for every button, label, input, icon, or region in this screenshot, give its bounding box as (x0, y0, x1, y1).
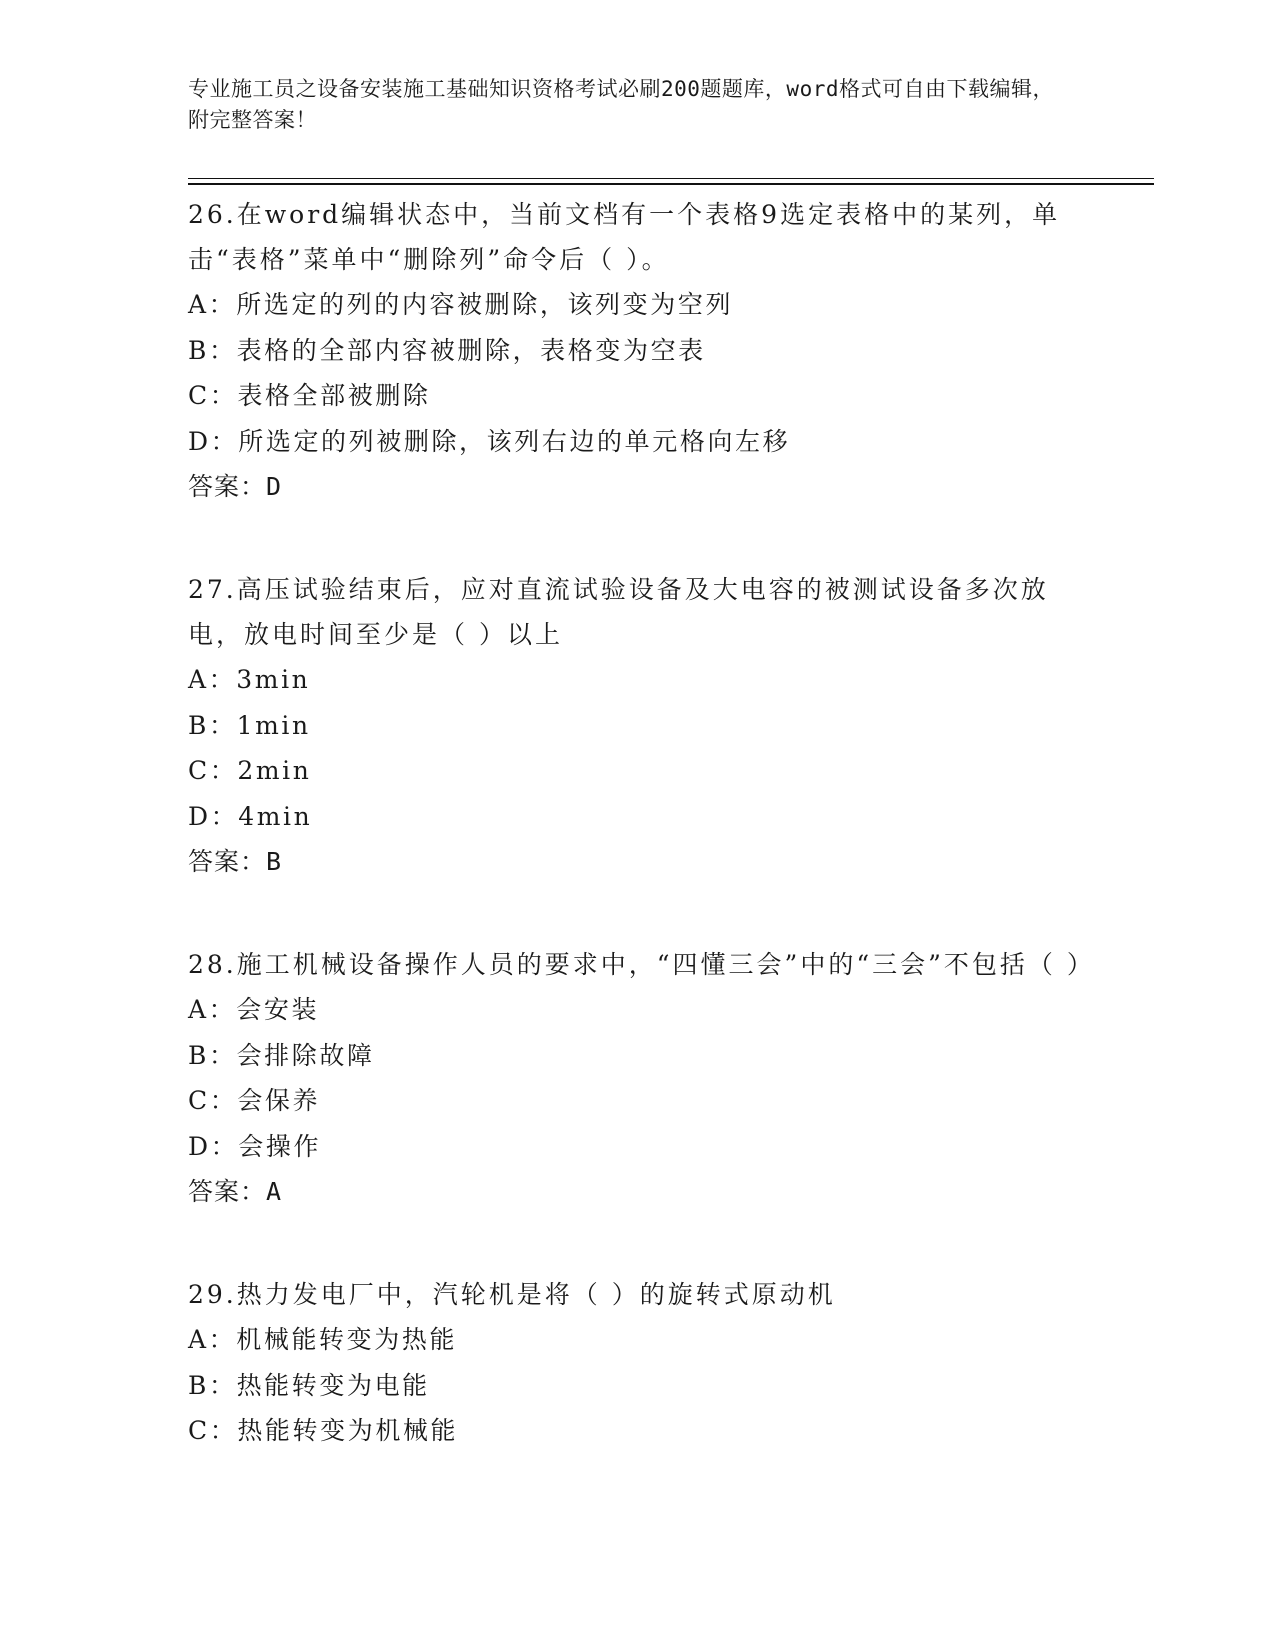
document-header: 专业施工员之设备安装施工基础知识资格考试必刷200题题库，word格式可自由下载编辑，附完整答案！ (188, 77, 1054, 132)
option-c: C：热能转变为机械能 (188, 1416, 459, 1445)
question-stem: 26.在word编辑状态中，当前文档有一个表格9选定表格中的某列，单击“表格”菜单中“删除列”命令后（ ）。 (188, 200, 1061, 274)
question-stem: 28.施工机械设备操作人员的要求中，“四懂三会”中的“三会”不包括（ ） (188, 950, 1095, 979)
option-b: B：热能转变为电能 (188, 1370, 430, 1400)
question-stem: 27.高压试验结束后，应对直流试验设备及大电容的被测试设备多次放电，放电时间至少是（ ）以上 (188, 575, 1049, 649)
question-28 (188, 940, 1095, 1214)
answer-line: 答案：A (188, 1177, 283, 1206)
answer-line: 答案：B (188, 847, 283, 876)
option-c: C：表格全部被删除 (188, 381, 431, 410)
option-c: C：会保养 (188, 1086, 321, 1115)
question-27 (188, 565, 1088, 884)
option-d: D：4min (188, 801, 313, 831)
question-26 (188, 190, 1088, 509)
header-divider-thick (188, 183, 1154, 185)
question-29 (188, 1270, 1088, 1454)
option-a: A：3min (188, 665, 311, 694)
answer-line: 答案：D (188, 472, 283, 501)
option-b: B：会排除故障 (188, 1040, 375, 1070)
option-d: D：所选定的列被删除，该列右边的单元格向左移 (188, 426, 791, 456)
option-d: D：会操作 (188, 1131, 322, 1161)
question-list (188, 190, 1095, 1510)
question-stem: 29.热力发电厂中，汽轮机是将（ ）的旋转式原动机 (188, 1280, 836, 1309)
option-b: B：表格的全部内容被删除，表格变为空表 (188, 335, 706, 365)
option-c: C：2min (188, 756, 312, 785)
header-divider-thin (188, 178, 1154, 179)
option-a: A：机械能转变为热能 (188, 1325, 458, 1354)
option-a: A：所选定的列的内容被删除，该列变为空列 (188, 290, 734, 319)
option-a: A：会安装 (188, 995, 320, 1024)
option-b: B：1min (188, 710, 311, 740)
